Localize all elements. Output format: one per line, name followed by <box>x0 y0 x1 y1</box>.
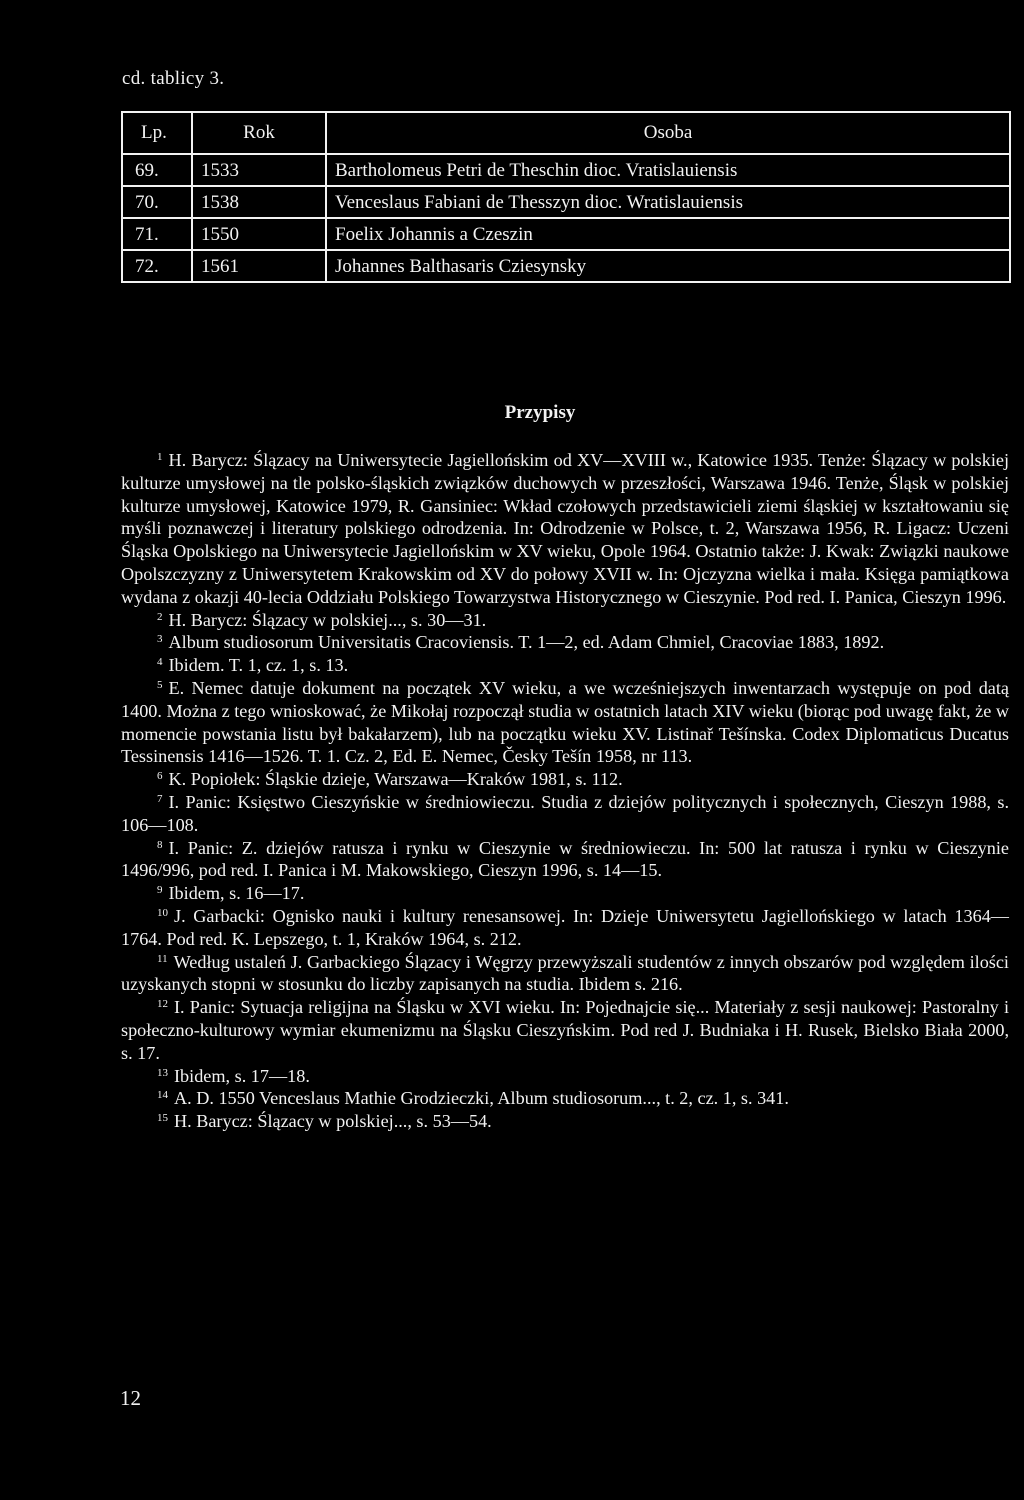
footnote <box>121 905 1009 951</box>
footnote-text: H. Barycz: Ślązacy na Uniwersytecie Jagiellońskim od XV—XVIII w., Katowice 1935. Tenże: Ślązacy w polskiej kulturze umysłowej na tle polsko-śląskich związków duchowych w przeszłości, Warszawa 1946. Tenże, Śląsk w polskiej kulturze umysłowej, Katowice 1979, R. Gansiniec: Wkład czołowych przedstawicieli ziemi śląskiej w kształtowaniu się myśli poznawczej i literatury polskiego odrodzenia. In: Odrodzenie w Polsce, t. 2, Warszawa 1956, R. Ligacz: Uczeni Śląska Opolskiego na Uniwersytecie Jagiellońskim w XV wieku, Opole 1964. Ostatnio także: J. Kwak: Związki naukowe Opolszczyzny z Uniwersytetem Krakowskim od XV do połowy XVII w. In: Ojczyzna wielka i mała. Księga pamiątkowa wydana z okazji 40-lecia Oddziału Polskiego Towarzystwa Historycznego w Cieszynie. Pod red. I. Panica, Cieszyn 1996. <box>121 450 1009 607</box>
footnote-number: 3 <box>157 633 163 646</box>
footnote <box>121 654 1009 677</box>
cell-lp: 70. <box>122 186 192 218</box>
footnote <box>121 882 1009 905</box>
footnote <box>121 768 1009 791</box>
footnote <box>121 1110 1009 1133</box>
table-header-row <box>122 112 1010 154</box>
footnote-text: Według ustaleń J. Garbackiego Ślązacy i Węgrzy przewyższali studentów z innych obszarów pod względem ilości uzyskanych stopni w stosunku do liczby zapisanych na studia. Ibidem s. 216. <box>121 951 1009 995</box>
footnote-text: Album studiosorum Universitatis Cracoviensis. T. 1—2, ed. Adam Chmiel, Cracoviae 1883, 1892. <box>168 632 885 653</box>
footnote-number: 11 <box>157 952 168 965</box>
footnote <box>121 449 1009 609</box>
table-row <box>122 186 1010 218</box>
footnote-number: 12 <box>157 998 168 1011</box>
cell-osoba: Foelix Johannis a Czeszin <box>326 218 1010 250</box>
cell-osoba: Johannes Balthasaris Cziesynsky <box>326 250 1010 282</box>
footnotes-list <box>121 449 1009 1133</box>
cell-rok: 1533 <box>192 154 326 186</box>
students-table <box>121 111 1011 283</box>
page-number: 12 <box>120 1386 141 1410</box>
footnote <box>121 791 1009 837</box>
footnote-text: H. Barycz: Ślązacy w polskiej..., s. 53—54. <box>174 1111 492 1132</box>
footnote-number: 4 <box>157 656 163 669</box>
table-row <box>122 250 1010 282</box>
footnote <box>121 951 1009 997</box>
column-header-osoba: Osoba <box>326 112 1010 154</box>
footnote <box>121 677 1009 768</box>
table-row <box>122 218 1010 250</box>
footnote-number: 14 <box>157 1089 168 1102</box>
footnotes-heading: Przypisy <box>504 402 576 423</box>
footnote-text: Ibidem. T. 1, cz. 1, s. 13. <box>168 655 349 676</box>
footnote-number: 10 <box>157 906 168 919</box>
footnote-number: 2 <box>157 610 163 623</box>
cell-osoba: Bartholomeus Petri de Theschin dioc. Vratislauiensis <box>326 154 1010 186</box>
footnote-text: I. Panic: Sytuacja religijna na Śląsku w XVI wieku. In: Pojednajcie się... Materiały z sesji naukowej: Pastoralny i społeczno-kulturowy wymiar ekumenizmu na Śląsku Cieszyńskim. Pod red J. Budniaka i H. Rusek, Bielsko Biała 2000, s. 17. <box>121 997 1009 1063</box>
footnote-text: Ibidem, s. 16—17. <box>168 883 305 904</box>
footnote-text: I. Panic: Z. dziejów ratusza i rynku w Cieszynie w średniowieczu. In: 500 lat ratusza i rynku w Cieszynie 1496/996, pod red. I. Panica i M. Makowskiego, Cieszyn 1996, s. 14—15. <box>121 837 1009 881</box>
footnote-number: 8 <box>157 838 163 851</box>
footnote-number: 7 <box>157 792 163 805</box>
cell-rok: 1538 <box>192 186 326 218</box>
table-row <box>122 154 1010 186</box>
footnote-text: J. Garbacki: Ognisko nauki i kultury renesansowej. In: Dzieje Uniwersytetu Jagiellońskiego w latach 1364—1764. Pod red. K. Lepszego, t. 1, Kraków 1964, s. 212. <box>121 905 1009 949</box>
table-continuation-caption: cd. tablicy 3. <box>122 68 225 89</box>
footnote-number: 15 <box>157 1112 168 1125</box>
cell-osoba: Venceslaus Fabiani de Thesszyn dioc. Wratislauiensis <box>326 186 1010 218</box>
column-header-rok: Rok <box>192 112 326 154</box>
cell-lp: 69. <box>122 154 192 186</box>
footnote-number: 6 <box>157 770 163 783</box>
cell-lp: 71. <box>122 218 192 250</box>
footnote-number: 1 <box>157 451 163 463</box>
footnote-text: E. Nemec datuje dokument na początek XV wieku, a we wcześniejszych inwentarzach występuje on pod datą 1400. Można z tego wnioskować, że Mikołaj rozpoczął studia w ostatnich latach XIV wieku (biorąc pod uwagę fakt, że w momencie powstania listu był bakałarzem), lub na początku wieku XV. Listinař Tešínska. Codex Diplomaticus Ducatus Tessinensis 1416—1526. T. 1. Cz. 2, Ed. E. Nemec, Česky Tešín 1958, nr 113. <box>121 677 1009 767</box>
footnote-text: K. Popiołek: Śląskie dzieje, Warszawa—Kraków 1981, s. 112. <box>168 769 623 790</box>
cell-rok: 1550 <box>192 218 326 250</box>
cell-lp: 72. <box>122 250 192 282</box>
footnote <box>121 1065 1009 1088</box>
footnote <box>121 1087 1009 1110</box>
footnote-text: I. Panic: Księstwo Cieszyńskie w średniowieczu. Studia z dziejów politycznych i społecznych, Cieszyn 1988, s. 106—108. <box>121 791 1009 835</box>
footnote <box>121 837 1009 883</box>
footnote-number: 5 <box>157 678 163 691</box>
column-header-lp: Lp. <box>122 112 192 154</box>
footnote-number: 9 <box>157 884 163 897</box>
footnote <box>121 996 1009 1064</box>
footnote-number: 13 <box>157 1066 168 1079</box>
footnote <box>121 631 1009 654</box>
cell-rok: 1561 <box>192 250 326 282</box>
footnote-text: H. Barycz: Ślązacy w polskiej..., s. 30—31. <box>168 609 487 630</box>
footnote <box>121 609 1009 632</box>
footnote-text: A. D. 1550 Venceslaus Mathie Grodzieczki, Album studiosorum..., t. 2, cz. 1, s. 341. <box>174 1088 789 1109</box>
footnote-text: Ibidem, s. 17—18. <box>174 1065 310 1086</box>
